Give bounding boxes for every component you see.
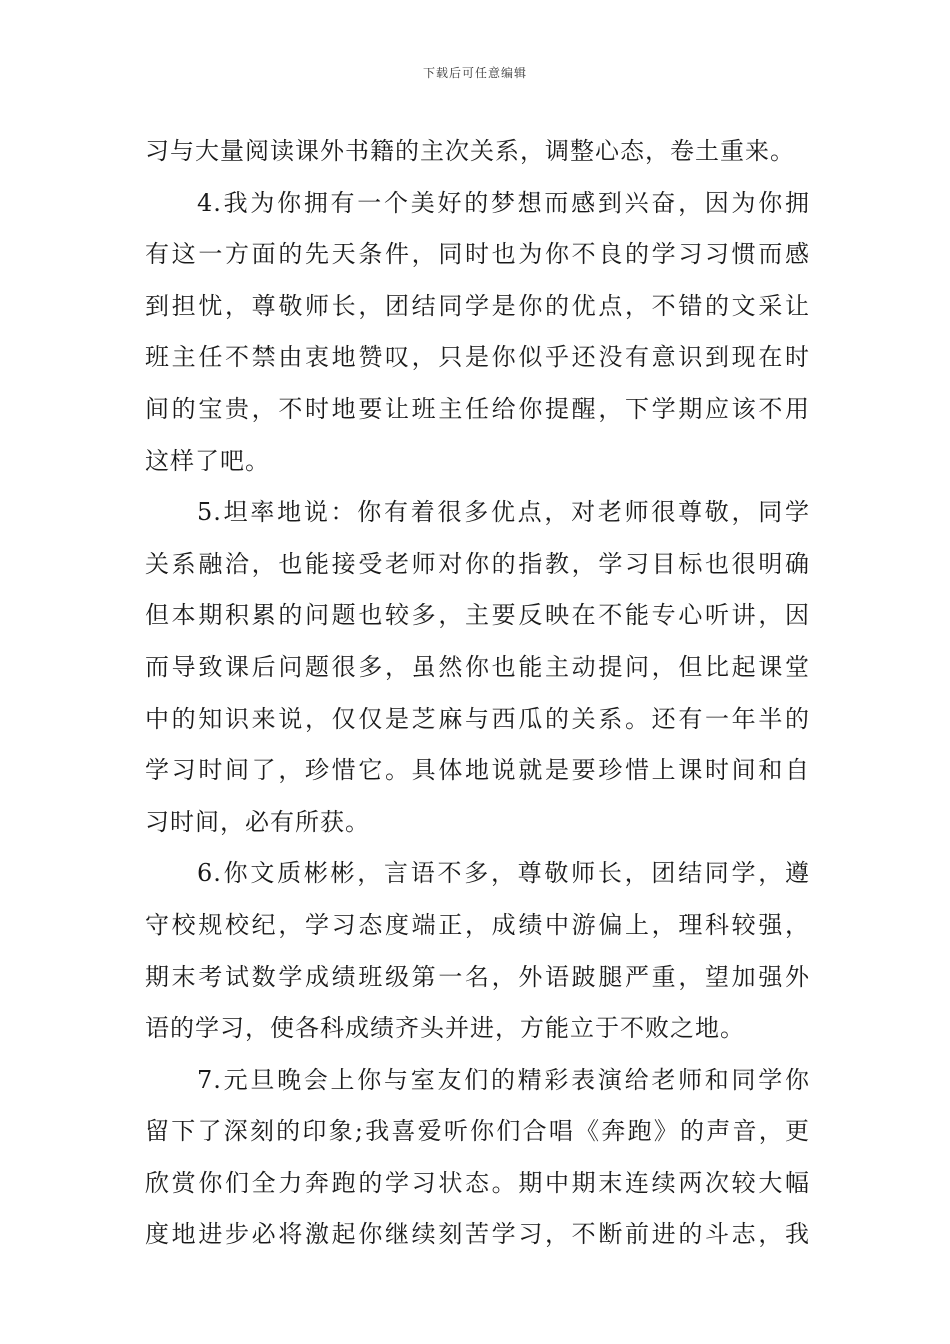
document-body	[145, 126, 810, 1261]
paragraph-first-line: 6.你文质彬彬，言语不多，尊敬师长，团结同学，遵	[197, 859, 810, 888]
text-line: 度地进步必将激起你继续刻苦学习，不断前进的斗志，我	[145, 1220, 810, 1249]
text-line: 习与大量阅读课外书籍的主次关系，调整心态，卷土重来。	[145, 137, 795, 165]
page-header: 下载后可任意编辑	[422, 66, 527, 80]
text-line: 关系融洽，也能接受老师对你的指教，学习目标也很明确	[145, 549, 810, 578]
paragraph-first-line: 5.坦率地说：你有着很多优点，对老师很尊敬，同学	[197, 498, 810, 527]
text-line: 班主任不禁由衷地赞叹，只是你似乎还没有意识到现在时	[145, 343, 810, 372]
text-line: 但本期积累的问题也较多，主要反映在不能专心听讲，因	[145, 601, 810, 630]
text-line: 而导致课后问题很多，虽然你也能主动提问，但比起课堂	[145, 652, 810, 681]
text-line: 中的知识来说，仅仅是芝麻与西瓜的关系。还有一年半的	[145, 704, 810, 733]
text-line: 有这一方面的先天条件，同时也为你不良的学习习惯而感	[145, 240, 810, 269]
text-line: 留下了深刻的印象;我喜爱听你们合唱《奔跑》的声音，更	[145, 1117, 810, 1146]
paragraph-first-line: 4.我为你拥有一个美好的梦想而感到兴奋，因为你拥	[197, 188, 810, 217]
text-line: 欣赏你们全力奔跑的学习状态。期中期末连续两次较大幅	[145, 1168, 810, 1197]
text-line: 语的学习，使各科成绩齐头并进，方能立于不败之地。	[145, 1014, 745, 1043]
paragraph-first-line: 7.元旦晚会上你与室友们的精彩表演给老师和同学你	[197, 1065, 810, 1094]
text-line: 习时间，必有所获。	[145, 807, 370, 836]
text-line: 这样了吧。	[145, 446, 270, 475]
text-line: 到担忧，尊敬师长，团结同学是你的优点，不错的文采让	[145, 291, 810, 320]
text-line: 期末考试数学成绩班级第一名，外语跛腿严重，望加强外	[145, 962, 810, 991]
text-line: 学习时间了，珍惜它。具体地说就是要珍惜上课时间和自	[145, 756, 810, 785]
text-line: 守校规校纪，学习态度端正，成绩中游偏上，理科较强，	[145, 910, 810, 939]
text-line: 间的宝贵，不时地要让班主任给你提醒，下学期应该不用	[145, 394, 810, 423]
